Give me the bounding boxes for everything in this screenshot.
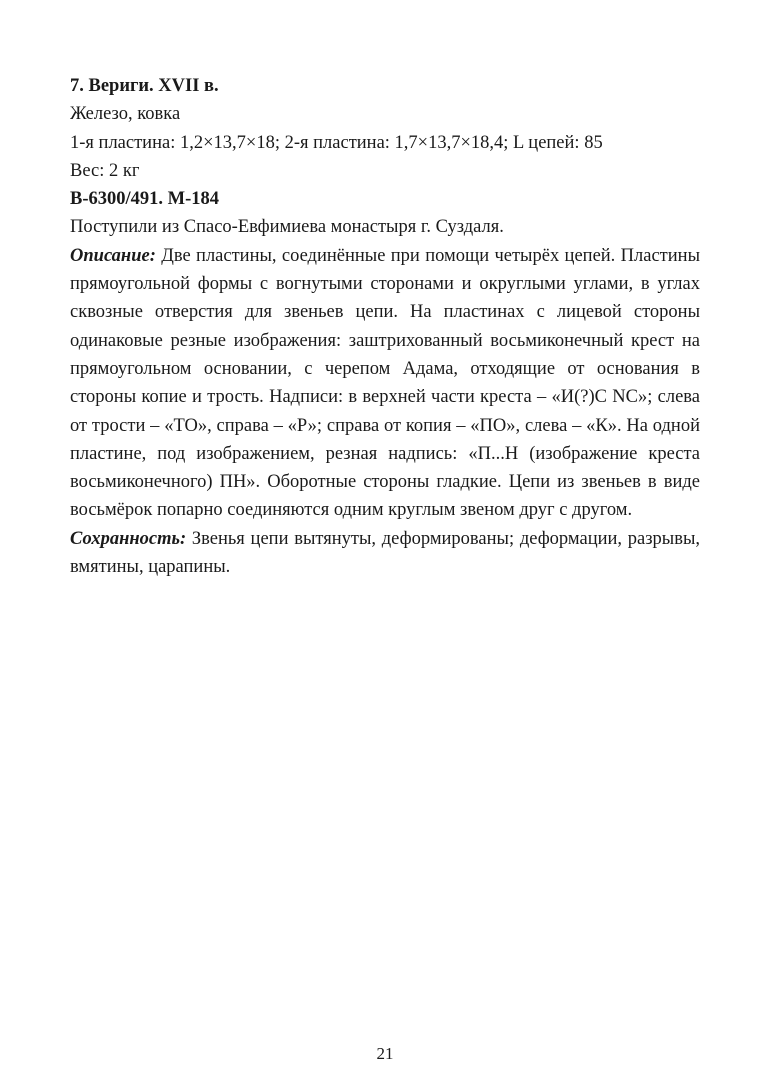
- entry-dimensions: 1-я пластина: 1,2×13,7×18; 2-я пластина: 1,7×13,7×18,4; L цепей: 85: [70, 132, 603, 153]
- condition-text: Звенья цепи вытянуты, деформированы; деформации, разрывы, вмятины, царапины.: [70, 528, 700, 578]
- entry-inventory-number: В-6300/491. М-184: [70, 189, 220, 210]
- entry-material: Железо, ковка: [70, 104, 181, 125]
- entry-heading: 7. Вериги. XVII в.: [70, 76, 219, 96]
- catalog-entry: [70, 72, 700, 581]
- description-text: Две пластины, соединённые при помощи четырёх цепей. Пластины прямоугольной формы с вогнутыми сторонами и округлыми углами, в углах сквозные отверстия для звеньев цепи. На пластинах с лицевой стороны одинаковые резные изображения: заштрихованный восьмиконечный крест на прямоугольном основании, с черепом Адама, отходящие от основания в стороны копие и трость. Надписи: в верхней части креста – «И(?)С NC»; слева от трости – «ТО», справа – «Р»; справа от копия – «ПО», слева – «К». На одной пластине, под изображением, резная надпись: «П...Н (изображение креста восьмиконечного) ПН». Оборотные стороны гладкие. Цепи из звеньев в виде восьмёрок попарно соединяются одним круглым звеном друг с другом.: [70, 245, 700, 521]
- entry-condition: [70, 525, 700, 582]
- entry-provenance: Поступили из Спасо-Евфимиева монастыря г. Суздаля.: [70, 217, 504, 238]
- page-number: 21: [376, 1044, 394, 1063]
- entry-description: [70, 242, 700, 525]
- description-label: Описание:: [70, 245, 156, 266]
- condition-label: Сохранность:: [70, 528, 187, 549]
- entry-weight: Вес: 2 кг: [70, 160, 140, 181]
